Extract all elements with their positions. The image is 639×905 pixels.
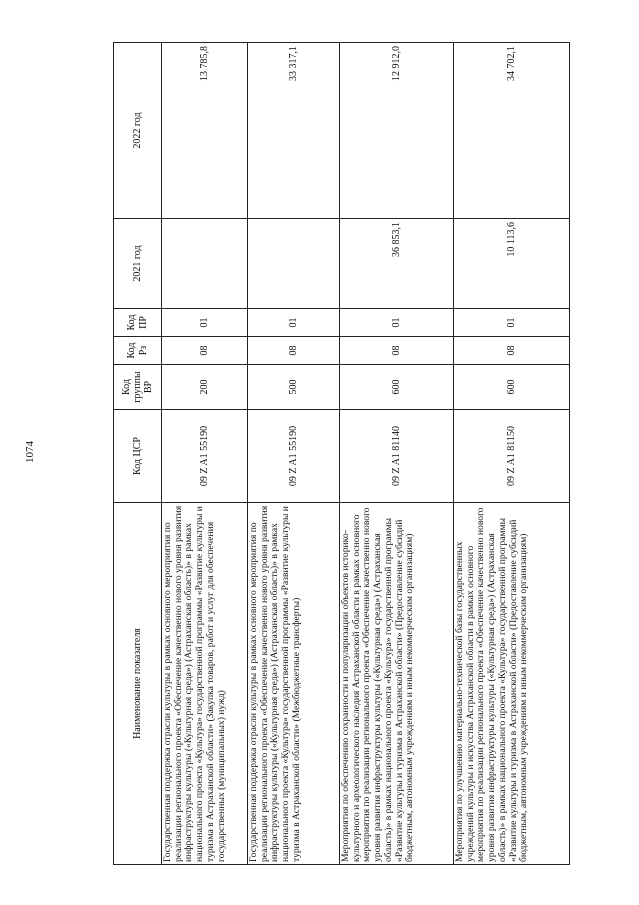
row-rz: 08 xyxy=(454,337,570,365)
table-row xyxy=(162,43,248,865)
table-row xyxy=(340,43,454,865)
row-vr: 200 xyxy=(162,365,248,410)
table-header-row xyxy=(114,43,162,865)
page-number: 1074 xyxy=(24,441,36,463)
rotated-table-container xyxy=(113,43,530,865)
header-2021: 2021 год xyxy=(114,219,162,309)
table-row xyxy=(454,43,570,865)
row-vr: 600 xyxy=(454,365,570,410)
row-2021: 10 113,6 xyxy=(454,219,570,309)
row-2022: 13 785,8 xyxy=(162,43,248,219)
row-name: Государственная поддержка отрасли культуры в рамках основного мероприятия по реализации регионального проекта «Обеспечение качественно нового уровня развития инфраструктуры культуры («Культурная среда») (Астраханская область)» в рамках национального проекта «Культура» государственной программы «Развитие культуры и туризма в Астраханской области» (Межбюджетные трансферты) xyxy=(248,503,340,865)
header-pr: Код ПР xyxy=(114,309,162,337)
row-csr: 09 Z A1 55190 xyxy=(162,410,248,503)
row-csr: 09 Z A1 55190 xyxy=(248,410,340,503)
row-name: Государственная поддержка отрасли культуры в рамках основного мероприятия по реализации регионального проекта «Обеспечение качественно нового уровня развития инфраструктуры культуры («Культурная среда») (Астраханская область)» в рамках национального проекта «Культура» государственной программы «Развитие культуры и туризма в Астраханской области» (Закупка товаров, работ и услуг для обеспечения государственных (муниципальных) нужд) xyxy=(162,503,248,865)
row-pr: 01 xyxy=(340,309,454,337)
row-vr: 600 xyxy=(340,365,454,410)
header-name: Наименование показателя xyxy=(114,503,162,865)
row-vr: 500 xyxy=(248,365,340,410)
row-rz: 08 xyxy=(162,337,248,365)
budget-table xyxy=(113,42,570,865)
row-name: Мероприятия по обеспечению сохранности и популяризации объектов историко-культурного и археологического наследия Астраханской области в рамках основного мероприятия по реализации регионального проекта «Обеспечение качественно нового уровня развития инфраструктуры культуры («Культурная среда») (Астраханская область)» в рамках национального проекта «Культура» государственной программы «Развитие культуры и туризма в Астраханской области» (Предоставление субсидий бюджетным, автономным учреждениям и иным некоммерческим организациям) xyxy=(340,503,454,865)
rotated-table-frame xyxy=(113,43,530,865)
row-2022: 34 702,1 xyxy=(454,43,570,219)
row-2022: 33 317,1 xyxy=(248,43,340,219)
row-csr: 09 Z A1 81150 xyxy=(454,410,570,503)
header-2022: 2022 год xyxy=(114,43,162,219)
row-rz: 08 xyxy=(248,337,340,365)
row-pr: 01 xyxy=(248,309,340,337)
header-vr: Код группы ВР xyxy=(114,365,162,410)
row-rz: 08 xyxy=(340,337,454,365)
row-csr: 09 Z A1 81140 xyxy=(340,410,454,503)
row-name: Мероприятия по улучшению материально-технической базы государственных учреждений культуры и искусства Астраханской области в рамках основного мероприятия по реализации регионального проекта «Обеспечение качественно нового уровня развития инфраструктуры культуры («Культурная среда») (Астраханская область)» в рамках национального проекта «Культура» государственной программы «Развитие культуры и туризма в Астраханской области» (Предоставление субсидий бюджетным, автономным учреждениям и иным некоммерческим организациям) xyxy=(454,503,570,865)
row-2021 xyxy=(162,219,248,309)
row-2021: 36 853,1 xyxy=(340,219,454,309)
row-pr: 01 xyxy=(454,309,570,337)
header-rz: Код Рз xyxy=(114,337,162,365)
row-2022: 12 912,0 xyxy=(340,43,454,219)
header-csr: Код ЦСР xyxy=(114,410,162,503)
row-2021 xyxy=(248,219,340,309)
row-pr: 01 xyxy=(162,309,248,337)
table-row xyxy=(248,43,340,865)
